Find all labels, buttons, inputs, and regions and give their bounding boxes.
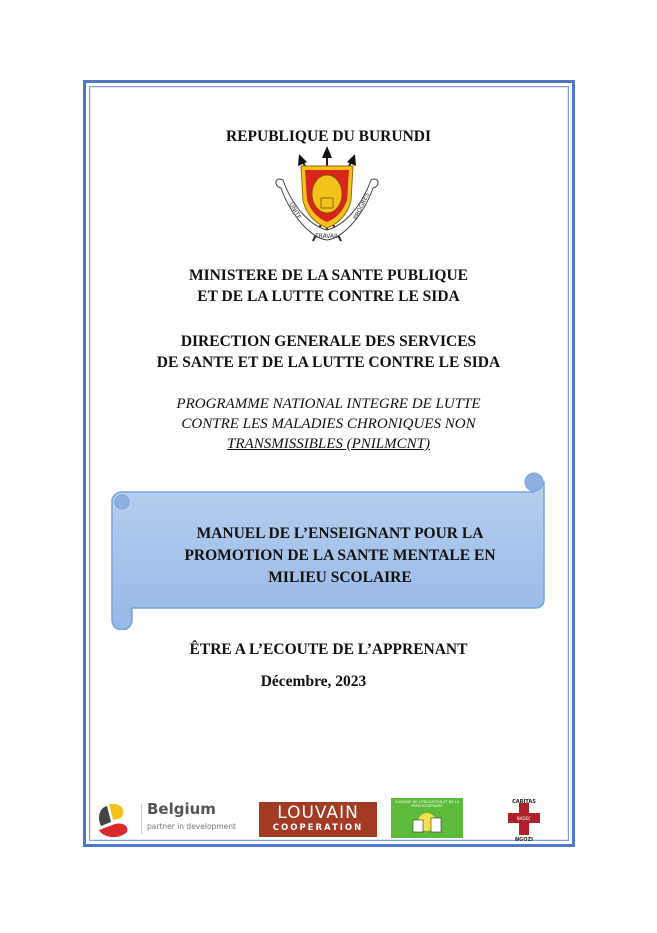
programme-line-2: CONTRE LES MALADIES CHRONIQUES NON	[181, 416, 476, 432]
subtitle: ÊTRE A L’ECOUTE DE L’APPRENANT	[189, 641, 468, 658]
belgium-tagline: partner in development	[147, 822, 236, 831]
svg-text:TRAVAIL: TRAVAIL	[315, 233, 340, 240]
svg-text:CARITAS: CARITAS	[512, 799, 536, 805]
caritas-ngozi-logo	[500, 795, 548, 843]
belgium-divider	[141, 804, 142, 834]
svg-text:NGOZI: NGOZI	[514, 837, 534, 843]
svg-text:UNITE: UNITE	[287, 201, 303, 221]
belgium-name: Belgium	[147, 800, 216, 818]
louvain-line-1: LOUVAIN	[277, 803, 359, 823]
belgium-logo-icon	[93, 800, 133, 840]
svg-text:BADEC: BADEC	[517, 816, 531, 821]
ministry-line-2: ET DE LA LUTTE CONTRE LE SIDA	[197, 288, 460, 305]
programme-line-1: PROGRAMME NATIONAL INTEGRE DE LUTTE	[176, 396, 481, 412]
burundi-coat-of-arms-icon	[271, 146, 383, 246]
title-line-3: MILIEU SCOLAIRE	[268, 569, 412, 586]
clinic-text: CLINIQUE DE L'EDUCATION ET DE LA PSYCHOTHERAPIE	[394, 800, 460, 808]
direction-line-2: DE SANTE ET DE LA LUTTE CONTRE LE SIDA	[156, 354, 501, 371]
country-heading: REPUBLIQUE DU BURUNDI	[226, 128, 431, 145]
direction-line-1: DIRECTION GENERALE DES SERVICES	[180, 333, 477, 350]
clinic-logo	[391, 798, 463, 838]
louvain-cooperation-logo	[259, 802, 377, 837]
programme-line-3: TRANSMISSIBLES (PNILMCNT)	[227, 436, 430, 452]
belgium-partner-logo	[93, 800, 253, 840]
title-line-1: MANUEL DE L’ENSEIGNANT POUR LA	[196, 525, 484, 542]
clinic-illustration-icon	[405, 808, 449, 834]
title-line-2: PROMOTION DE LA SANTE MENTALE EN	[184, 547, 496, 564]
svg-text:PROGRES: PROGRES	[352, 191, 372, 221]
document-title	[140, 523, 540, 589]
publication-date: Décembre, 2023	[260, 673, 367, 690]
ministry-line-1: MINISTERE DE LA SANTE PUBLIQUE	[188, 267, 469, 284]
louvain-line-2: COOPERATION	[272, 823, 364, 833]
